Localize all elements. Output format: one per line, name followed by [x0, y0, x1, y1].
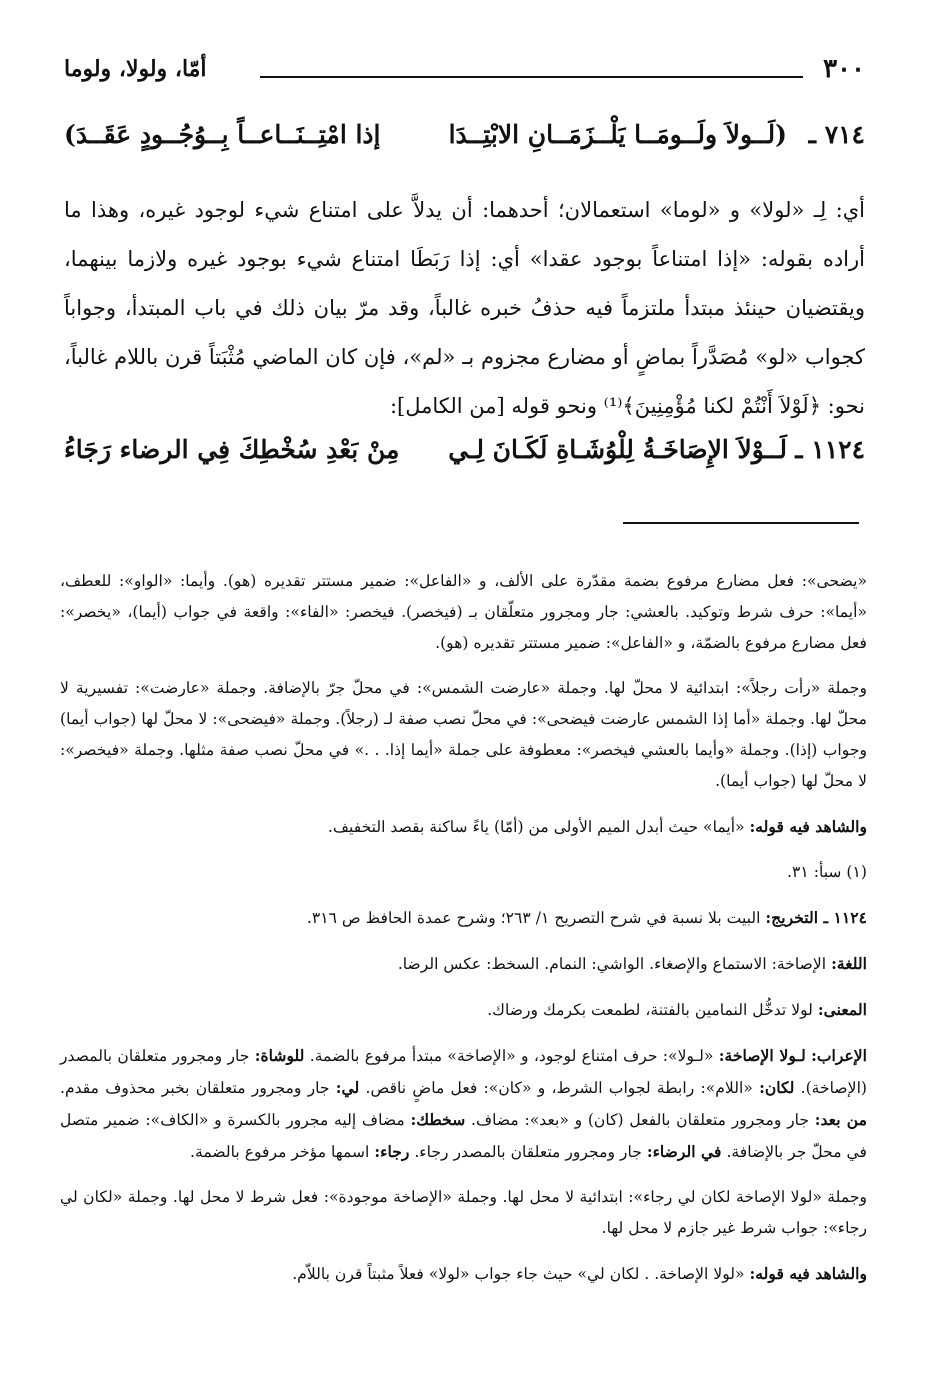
note-text: الإصاخة: الاستماع والإصغاء. الواشي: النمام. السخط: عكس الرضا. [397, 955, 827, 973]
verse-hemistich-second: مِنْ بَعْدِ سُخْطِكَ فِي الرضاء رَجَاءُ [64, 435, 400, 464]
note-label: الإعراب: [811, 1046, 867, 1065]
note-parsing-continued: «يضحى»: فعل مضارع مرفوع بضمة مقدّرة على الألف، و «الفاعل»: ضمير مستتر تقديره (هو). وأيما: «الواو»: للعطف، «أيما»: حرف شرط وتوكيد. بالعشي: جار ومجرور متعلّقان بـ (فيخصر). فيخصر: «الفاء»: واقعة في جواب (أيما)، «يخصر»: فعل مضارع مرفوع بالضمّة، و «الفاعل»: ضمير مستتر تقديره (هو). [60, 572, 867, 652]
note-evidence-1124 [60, 1258, 867, 1290]
irab-text: جار ومجرور متعلقان بالمصدر (الإصاخة). [60, 1047, 867, 1097]
irab-word: في الرضاء: [646, 1142, 722, 1161]
note-label: والشاهد فيه قوله: [749, 817, 867, 836]
verse-number: ١١٢٤ ـ [795, 435, 865, 464]
note-text: «أيما» حيث أبدل الميم الأولى من (أمّا) ياءً ساكنة بقصد التخفيف. [327, 818, 745, 836]
commentary-paragraph: أي: لِـ «لولا» و «لوما» استعمالان؛ أحدهما: أن يدلاَّ على امتناع شيء لوجود غيره، وهذا ما أراده بقوله: «إذا امتناعاً بوجود عقدا» أي: إذا رَبَطَا امتناع شيء بوجود غيره ولازما بينهما، ويقتضيان حينئذ مبتدأ ملتزماً فيه حذفُ خبره غالباً، وقد مرّ بيان ذلك في باب المبتدأ، وجواباً كجواب «لو» مُصَدَّراً بماضٍ أو مضارع مجزوم بـ «لم»، فإن كان الماضي مُثْبَتاً قرن باللام غالباً، نحو: ﴿لَوْلاَ أَنْتُمْ لكنا مُؤْمِنِينَ﴾⁽¹⁾ ونحو قوله [من الكامل]: [64, 198, 865, 418]
verse-714 [64, 120, 865, 160]
note-sentences-1124: وجملة «لولا الإصاخة لكان لي رجاء»: ابتدائية لا محل لها. وجملة «الإصاخة موجودة»: فعل شرط لا محل لها. وجملة «لكان لي رجاء»: جواب شرط غير جازم لا محل لها. [60, 1188, 867, 1237]
irab-word: سخطك: [410, 1110, 466, 1129]
irab-word: رجاء: [374, 1142, 410, 1161]
verse-number: ٧١٤ ـ [808, 120, 865, 149]
irab-word: لـولا الإصاخة: [718, 1046, 806, 1065]
footnote-1: (١) سبأ: ٣١. [787, 863, 867, 881]
irab-word: من بعد: [814, 1110, 867, 1129]
irab-text: جار ومجرور متعلقان بخبر محذوف مقدم. [60, 1079, 330, 1097]
irab-text: «لـولا»: حرف امتناع لوجود، و «الإصاخة» مبتدأ مرفوع بالضمة. [309, 1047, 714, 1065]
section-title: أمّا، ولولا، ولوما [64, 56, 207, 82]
note-label: المعنى: [817, 1000, 867, 1019]
note-lugha [60, 948, 867, 980]
note-irab [60, 1040, 867, 1168]
irab-word: للوشاة: [254, 1046, 305, 1065]
irab-text: «اللام»: رابطة لجواب الشرط، و «كان»: فعل ماضٍ ناقص. [365, 1079, 753, 1097]
note-sentences: وجملة «رأت رجلاً»: ابتدائية لا محلّ لها. وجملة «عارضت الشمس»: في محلّ جرّ بالإضافة. وجملة «عارضت»: تفسيرية لا محلّ لها. وجملة «أما إذا الشمس عارضت فيضحى»: في محلّ نصب صفة لـ (رجلاً). وجملة «فيضحى»: لا محلّ لها (جواب أيما) وجواب (إذا). وجملة «وأيما بالعشي فيخصر»: معطوفة على جملة «أيما إذا. . .» في محلّ نصب صفة مثلها. وجملة «فيخصر»: لا محلّ لها (جواب أيما). [60, 679, 867, 790]
verse-hemistich-first: (لَــولاَ ولَــومَــا يَلْــزَمَــانِ الابْتِــدَا [448, 120, 787, 149]
irab-text: جار ومجرور متعلقان بالمصدر رجاء. [414, 1143, 642, 1161]
irab-text: جار ومجرور متعلقان بالفعل (كان) و «بعد»: مضاف. [471, 1111, 809, 1129]
note-label: ١١٢٤ ـ التخريج: [765, 908, 867, 927]
note-mana [60, 994, 867, 1026]
verse-1124 [64, 435, 865, 475]
footnotes [60, 566, 867, 1304]
header-rule [260, 76, 803, 78]
footnote-separator [623, 522, 859, 524]
note-text: لولا تدخُّل النمامين بالفتنة، لطمعت بكرمك ورضاك. [487, 1001, 813, 1019]
verse-hemistich-first: لَــوْلاَ الإِصَاخَـةُ لِلْوُشَـاةِ لَكَـانَ لِـي [448, 435, 787, 464]
note-takhrij [60, 902, 867, 934]
note-text: البيت بلا نسبة في شرح التصريح ١/ ٢٦٣؛ وشرح عمدة الحافظ ص ٣١٦. [306, 909, 761, 927]
verse-hemistich-second: إذا امْتِــنَــاعــاً بِــوُجُــودٍ عَقَــدَ) [64, 120, 381, 149]
page-number: ٣٠٠ [823, 54, 865, 84]
irab-text: اسمها مؤخر مرفوع بالضمة. [190, 1143, 370, 1161]
note-evidence [60, 811, 867, 843]
irab-word: لكان: [759, 1078, 795, 1097]
page-header [64, 54, 865, 94]
note-label: اللغة: [831, 954, 867, 973]
irab-text: مضاف إليه مجرور بالكسرة و «الكاف»: ضمير متصل في محلّ جر بالإضافة. [60, 1111, 867, 1161]
note-text: «لولا الإصاخة. . لكان لي» حيث جاء جواب «لولا» فعلاً مثبتاً قرن باللاّم. [292, 1265, 745, 1283]
note-label: والشاهد فيه قوله: [749, 1264, 867, 1283]
irab-word: لي: [335, 1078, 360, 1097]
